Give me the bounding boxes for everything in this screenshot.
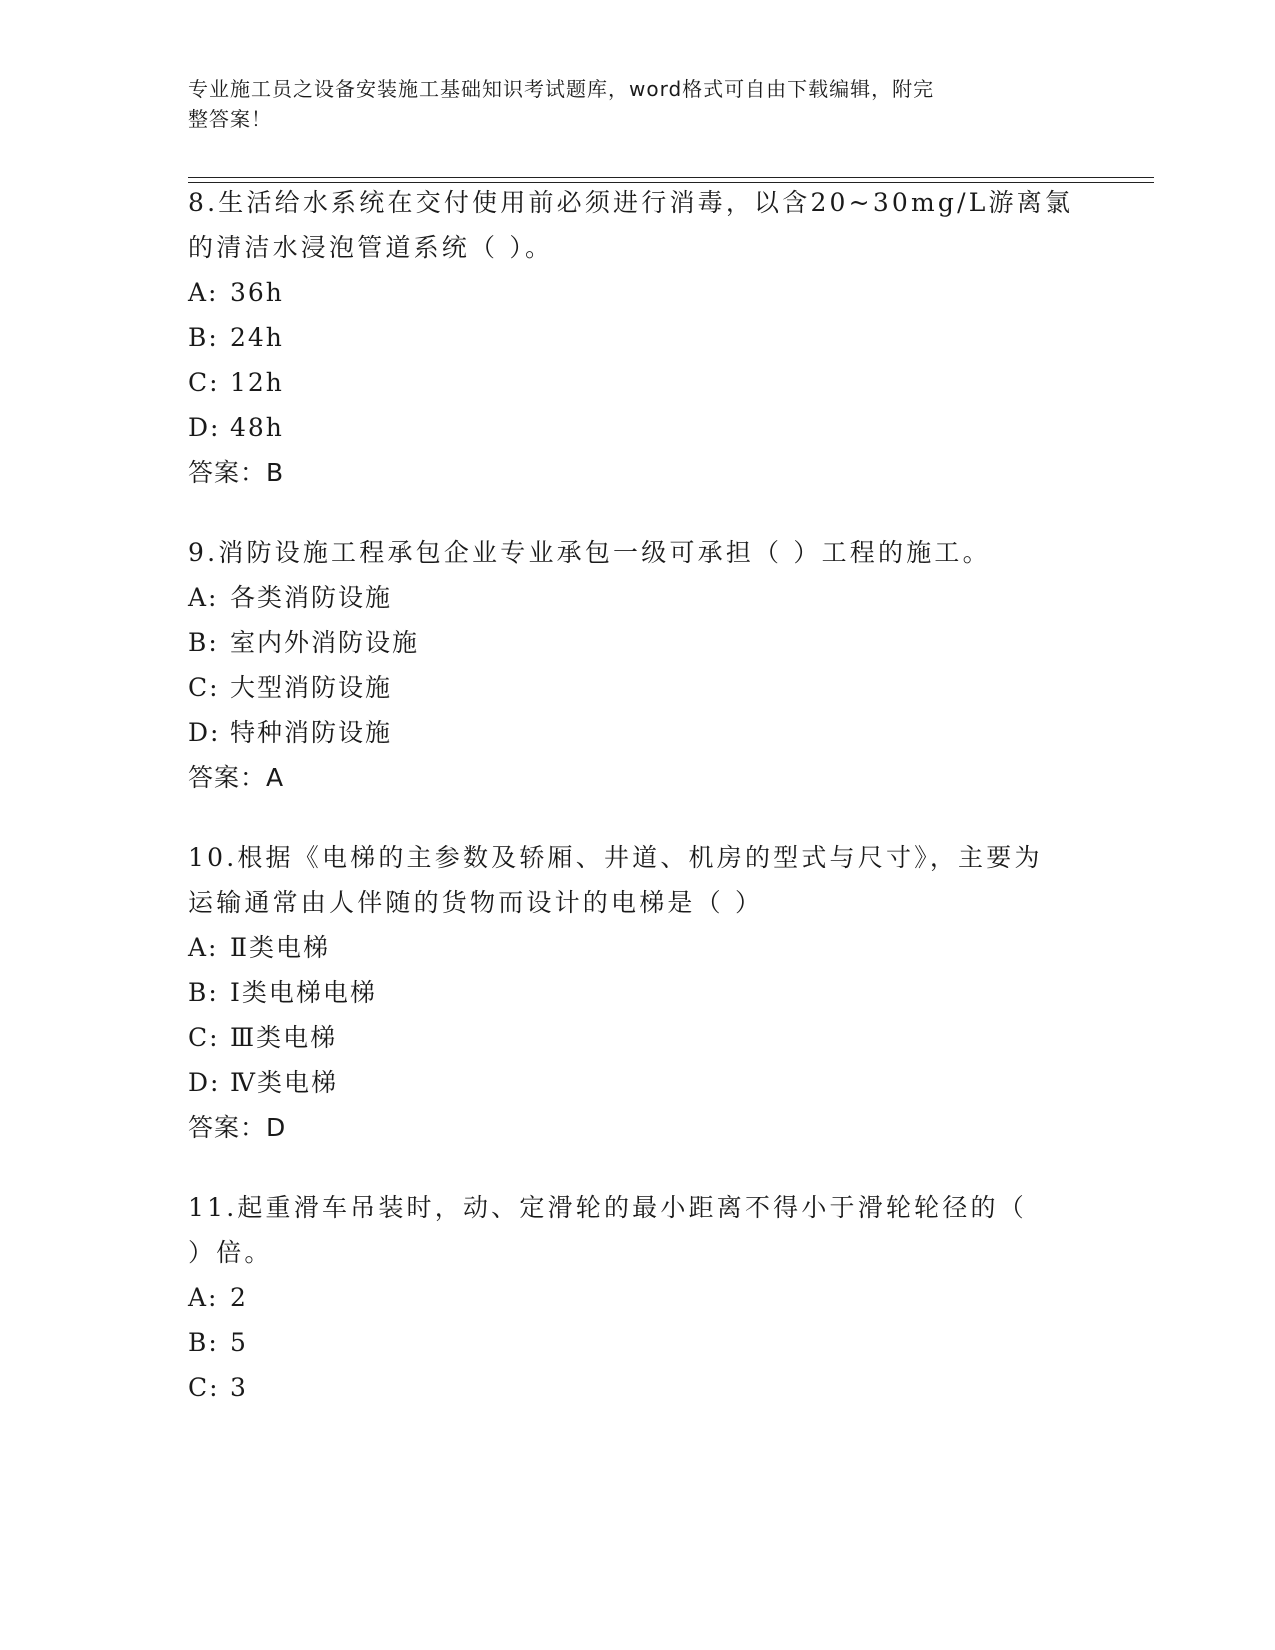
option-text: 2 [230, 1283, 248, 1312]
option-b [188, 620, 1088, 665]
option-letter: A: [188, 583, 219, 612]
option-c [188, 360, 1088, 405]
question-8 [188, 180, 1088, 495]
option-text: 48h [230, 413, 284, 442]
option-letter: D: [188, 1068, 221, 1097]
question-10 [188, 835, 1088, 1150]
option-a [188, 1275, 1088, 1320]
option-c [188, 1365, 1088, 1410]
option-letter: A: [188, 278, 219, 307]
option-b [188, 315, 1088, 360]
option-text: 各类消防设施 [230, 583, 393, 612]
answer-line: 答案：A [188, 763, 285, 792]
option-c [188, 1015, 1088, 1060]
option-letter: C: [188, 673, 220, 702]
option-letter: A: [188, 1283, 219, 1312]
option-c [188, 665, 1088, 710]
question-stem-line-2: 运输通常由人伴随的货物而设计的电梯是（ ） [188, 888, 764, 917]
option-b [188, 1320, 1088, 1365]
option-text: 特种消防设施 [230, 718, 393, 747]
document-header [188, 74, 1068, 134]
option-letter: A: [188, 933, 219, 962]
header-divider-top [188, 177, 1154, 178]
option-text: Ⅳ类电梯 [230, 1068, 338, 1097]
option-a [188, 270, 1088, 315]
option-letter: B: [188, 628, 219, 657]
option-text: 24h [230, 323, 284, 352]
option-a [188, 925, 1088, 970]
question-stem-line-1: 10.根据《电梯的主参数及轿厢、井道、机房的型式与尺寸》，主要为 [188, 843, 1043, 872]
option-d [188, 710, 1088, 755]
answer-line: 答案：D [188, 1113, 287, 1142]
option-letter: B: [188, 978, 219, 1007]
option-letter: C: [188, 1023, 220, 1052]
option-b [188, 970, 1088, 1015]
header-title-line-1: 专业施工员之设备安装施工基础知识考试题库，word格式可自由下载编辑，附完 [188, 77, 935, 101]
option-text: 12h [230, 368, 284, 397]
option-text: 室内外消防设施 [230, 628, 420, 657]
option-letter: C: [188, 1373, 220, 1402]
question-stem-line-1: 9.消防设施工程承包企业专业承包一级可承担（ ）工程的施工。 [188, 538, 991, 567]
option-text: Ⅰ类电梯电梯 [230, 978, 377, 1007]
question-stem-line-2: ）倍。 [188, 1238, 273, 1267]
option-d [188, 405, 1088, 450]
option-text: 3 [230, 1373, 248, 1402]
question-9 [188, 530, 1088, 800]
option-letter: B: [188, 1328, 219, 1357]
question-stem-line-1: 8.生活给水系统在交付使用前必须进行消毒，以含20~30mg/L游离氯 [188, 188, 1074, 217]
option-letter: B: [188, 323, 219, 352]
question-stem-line-2: 的清洁水浸泡管道系统（ ）。 [188, 233, 554, 262]
option-a [188, 575, 1088, 620]
option-letter: C: [188, 368, 220, 397]
header-title-line-2: 整答案！ [188, 107, 272, 131]
option-letter: D: [188, 413, 221, 442]
option-letter: D: [188, 718, 221, 747]
option-d [188, 1060, 1088, 1105]
answer-line: 答案：B [188, 458, 285, 487]
option-text: 5 [230, 1328, 248, 1357]
option-text: 大型消防设施 [230, 673, 393, 702]
option-text: Ⅱ类电梯 [230, 933, 330, 962]
option-text: Ⅲ类电梯 [230, 1023, 338, 1052]
question-11 [188, 1185, 1088, 1410]
question-stem-line-1: 11.起重滑车吊装时，动、定滑轮的最小距离不得小于滑轮轮径的（ [188, 1193, 1027, 1222]
option-text: 36h [230, 278, 284, 307]
